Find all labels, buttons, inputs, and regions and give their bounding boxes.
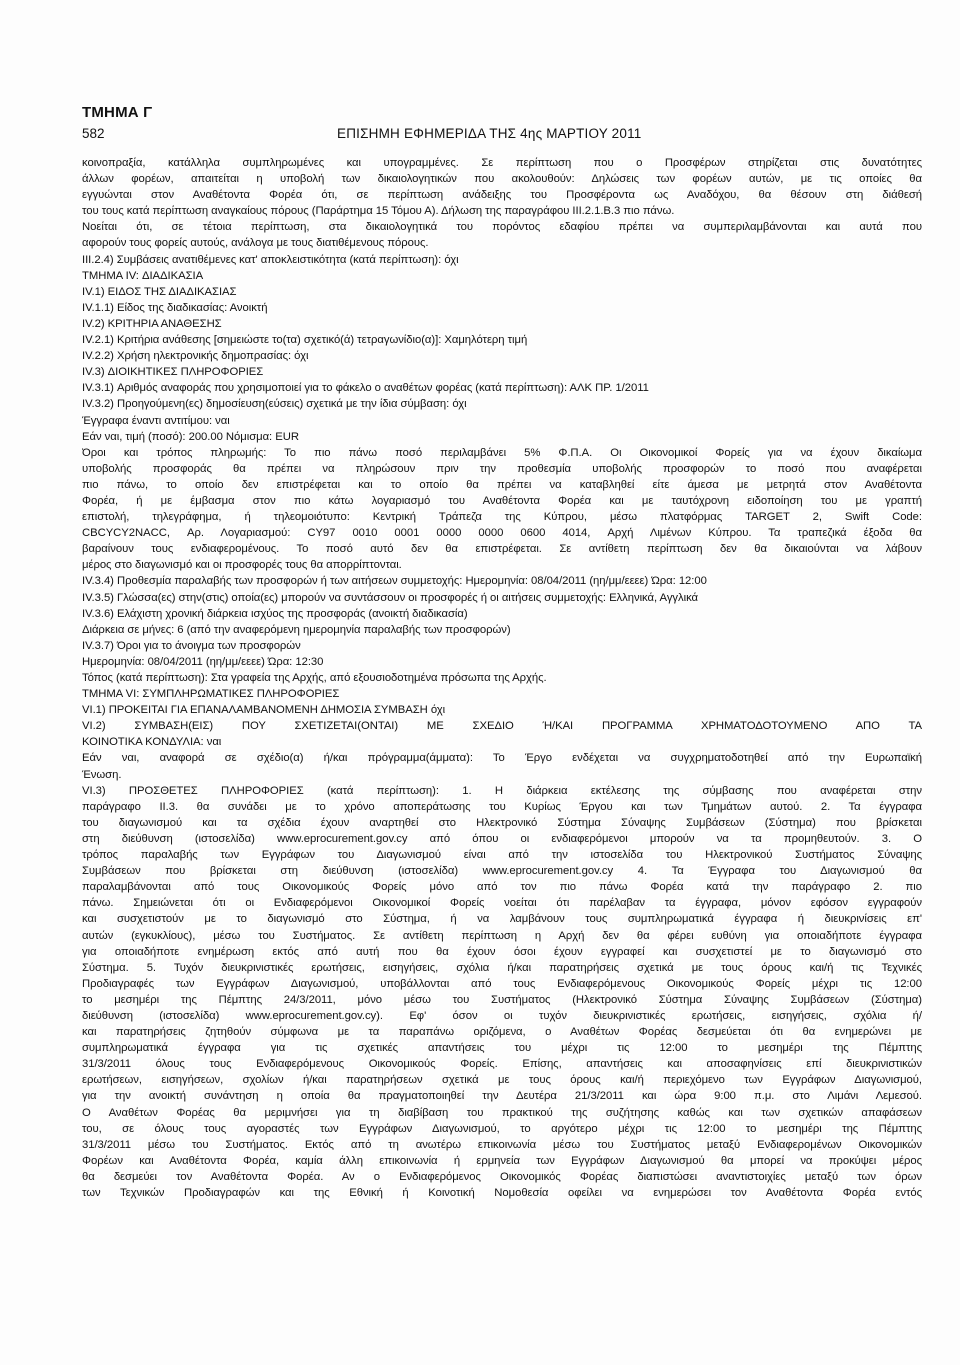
- text-line: CBCYCY2NACC, Αρ. Λογαριασμού: CY97 0010 0001 0000 0000 0600 4014, Αρχή Λιμένων Κύπρου. Τα τραπεζικά έξοδα θα: [82, 527, 922, 540]
- text-line: το μεσημέρι της Πέμπτης 24/3/2011, μόνο μέσω του Συστήματος (Ηλεκτρονικό Σύστημα Σύναψης Συμβάσεων (Σύστημα): [82, 993, 922, 1006]
- text-line: Έγγραφα έναντι αντιτίμου: ναι: [82, 414, 230, 427]
- text-line: αφορούν τους φορείς αυτούς, ανάλογα με τους διατιθέμενους πόρους.: [82, 237, 429, 250]
- text-line: Διάρκεια σε μήνες: 6 (από την αναφερόμενη ημερομηνία παραλαβής των προσφορών): [82, 623, 511, 636]
- text-line: VI.1) ΠΡΟΚΕΙΤΑΙ ΓΙΑ ΕΠΑΝΑΛΑΜΒΑΝΟΜΕΝΗ ΔΗΜΟΣΙΑ ΣΥΜΒΑΣΗ όχι: [82, 704, 446, 717]
- text-line: ΤΜΗΜΑ VI: ΣΥΜΠΛΗΡΩΜΑΤΙΚΕΣ ΠΛΗΡΟΦΟΡΙΕΣ: [82, 688, 340, 701]
- text-line: του διαγωνισμού και τα σχέδια έχουν αναρτηθεί στο Ηλεκτρονικό Σύστημα Σύναψης Συμβάσεων (Σύστημα) που βρίσκεται: [82, 816, 922, 829]
- text-line: πάνω. Σημειώνεται ότι οι Ενδιαφερόμενοι Οικονομικοί Φορείς νοείται ότι παρέλαβαν τα έγγραφα, μόνον εφόσον εγγραφούν: [82, 897, 922, 910]
- text-line: Εάν ναι, τιμή (ποσό): 200.00 Νόμισμα: EUR: [82, 430, 299, 443]
- text-line: IV.2.2) Χρήση ηλεκτρονικής δημοπρασίας: όχι: [82, 350, 309, 363]
- text-line: τρόπος παραλαβής των Εγγράφων του Διαγωνισμού είναι από την ιστοσελίδα του Ηλεκτρονικού Συστήματος Σύναψης: [82, 849, 922, 862]
- text-line: στη διεύθυνση (ιστοσελίδα) www.eprocurement.gov.cy από όπου οι ενδιαφερόμενοι μπορούν να τα προμηθευτούν. 3. Ο: [82, 832, 922, 845]
- text-line: IV.1.1) Είδος της διαδικασίας: Ανοικτή: [82, 301, 268, 314]
- text-line: κοινοπραξία, κατάλληλα συμπληρωμένες και υπογραμμένες. Σε περίπτωση που ο Προσφέρων στηρίζεται στις δυνατότητες: [82, 157, 922, 169]
- text-line: ΤΜΗΜΑ IV: ΔΙΑΔΙΚΑΣΙΑ: [82, 269, 204, 282]
- text-line: υποβολής προσφοράς θα πρέπει να πληρώσουν πριν την προθεσμία υποβολής προσφορών το ποσό που αναφέρεται: [82, 462, 922, 475]
- text-line: IV.3.2) Προηγούμενη(ες) δημοσίευση(εύσεις) σχετικά με την ίδια σύμβαση: όχι: [82, 398, 467, 411]
- text-line: IV.3.5) Γλώσσα(ες) στην(στις) οποία(ες) μπορούν να συντάσσουν οι προσφορές ή οι αιτήσεις συμμετοχής: Ελληνικά, Αγγλικά: [82, 591, 699, 604]
- text-line: θα δεσμεύει τον Αναθέτοντα Φορέα. Αν ο Ενδιαφερόμενος Οικονομικός Φορέας διαπιστώσει αναντιστοιχίες μεταξύ των όρων: [82, 1170, 922, 1183]
- text-line: συμπληρωματικά έγγραφα για τις σχετικές απαντήσεις του μέχρι τις 12:00 το μεσημέρι της Πέμπτης: [82, 1042, 922, 1055]
- text-line: IV.3.1) Αριθμός αναφοράς που χρησιμοποιεί για το φάκελο ο αναθέτων φορέας (κατά περίπτωση): ΑΛΚ ΠΡ. 1/2011: [82, 382, 649, 395]
- text-line: για οποιαδήποτε ενημέρωση εκτός από αυτή που θα έχουν όσοι έχουν εγγραφεί και συσχετιστεί με το διαγωνισμό στο: [82, 945, 922, 958]
- text-line: ΚΟΙΝΟΤΙΚΑ ΚΟΝΔΥΛΙΑ: ναι: [82, 736, 222, 749]
- text-line: του τους κατά περίπτωση αναγκαίους πόρους (Παράρτημα 15 Τόμου Α). Δήλωση της παραγράφου ΙΙΙ.2.1.Β.3 πιο πάνω.: [82, 205, 675, 218]
- journal-title: ΕΠΙΣΗΜΗ ΕΦΗΜΕΡΙΔΑ ΤΗΣ 4ης ΜΑΡΤΙΟΥ 2011: [337, 126, 642, 141]
- text-line: IV.2.1) Κριτήρια ανάθεσης [σημειώστε το(τα) σχετικό(ά) τετραγωνίδιο(α)]: Χαμηλότερη τιμή: [82, 334, 528, 347]
- text-line: άλλων φορέων, απαιτείται η υποβολή των δικαιολογητικών που ακολουθούν: Δηλώσεις των φορέων αυτών, με τις οποίες θα: [82, 173, 922, 186]
- text-line: Φορέων και Αναθέτοντα Φορέα, καμία άλλη επικοινωνία ή ερμηνεία των Εγγράφων Διαγωνισμού θα μπορεί να προκύψει μέρος: [82, 1154, 922, 1167]
- text-line: παραλαμβάνονται από τους Οικονομικούς Φορείς μόνο από τον πιο πάνω Φορέα κατά την παράγραφο 2. πιο: [82, 881, 922, 894]
- text-line: του, σε όλους τους αγοραστές των Εγγράφων Διαγωνισμού, το αργότερο μέχρι τις 12:00 το μεσημέρι της Πέμπτης: [82, 1122, 922, 1135]
- text-line: Συμβάσεων που βρίσκεται στη διεύθυνση (ιστοσελίδα) www.eprocurement.gov.cy 4. Τα Έγγραφα του Διαγωνισμού θα: [82, 865, 922, 878]
- text-line: IV.3.7) Όροι για το άνοιγμα των προσφορών: [82, 639, 301, 652]
- text-line: και παρατηρήσεις ζητηθούν σύμφωνα με τα παραπάνω οριζόμενα, ο Αναθέτων Φορέας δεσμεύεται ότι θα ενημερώνει με: [82, 1026, 922, 1039]
- text-line: Προδιαγραφές των Εγγράφων Διαγωνισμού, υποβάλλονται από τους Ενδιαφερόμενους Οικονομικούς Φορείς μέχρι τις 12:00: [82, 977, 922, 990]
- text-line: αυτών (εγκυκλίους), μέσω του Συστήματος. Σε αντίθετη περίπτωση η Αρχή δεν θα φέρει ευθύνη για οποιαδήποτε έγγραφα: [82, 929, 922, 942]
- text-line: Τόπος (κατά περίπτωση): Στα γραφεία της Αρχής, από εξουσιοδοτημένα πρόσωπα της Αρχής.: [82, 672, 547, 684]
- text-line: Σύστημα. 5. Τυχόν διευκρινιστικές ερωτήσεις, εισηγήσεις, σχόλια ή/και παρατηρήσεις σχετικά με τους όρους και/ή τις Τεχνικές: [82, 961, 922, 974]
- text-line: VI.3) ΠΡΟΣΘΕΤΕΣ ΠΛΗΡΟΦΟΡΙΕΣ (κατά περίπτωση): 1. Η διάρκεια εκτέλεσης της σύμβασης που αναφέρεται στην: [82, 784, 922, 797]
- text-line: IV.2) ΚΡΙΤΗΡΙΑ ΑΝΑΘΕΣΗΣ: [82, 317, 222, 330]
- text-line: διεύθυνση (ιστοσελίδα) www.eprocurement.gov.cy). Εφ' όσον οι τυχόν διευκρινιστικές ερωτήσεις, εισηγήσεις, σχόλια ή/: [82, 1009, 922, 1022]
- text-line: των Τεχνικών Προδιαγραφών και της Εθνική ή Κοινοτική Νομοθεσία οφείλει να ενημερώσει τον Αναθέτοντα Φορέα εντός: [82, 1187, 922, 1199]
- text-line: Ένωση.: [82, 768, 122, 781]
- text-line: μέρος στο διαγωνισμό και οι προσφορές τους θα απορρίπτονται.: [82, 559, 402, 572]
- text-line: Νοείται ότι, σε τέτοια περίπτωση, στα δικαιολογητικά του πορόντος εδαφίου πρέπει να συμπεριλαμβάνονται και αυτά που: [82, 221, 922, 234]
- text-line: IV.3) ΔΙΟΙΚΗΤΙΚΕΣ ΠΛΗΡΟΦΟΡΙΕΣ: [82, 366, 264, 379]
- text-line: Εάν ναι, αναφορά σε σχέδιο(α) ή/και πρόγραμμα(άμματα): Το Έργο ενδέχεται να συγχρηματοδοτηθεί από την Ευρωπαϊκή: [82, 752, 922, 765]
- text-line: VI.2) ΣΥΜΒΑΣΗ(ΕΙΣ) ΠΟΥ ΣΧΕΤΙΖΕΤΑΙ(ΟΝΤΑΙ) ΜΕ ΣΧΕΔΙΟ Ή/ΚΑΙ ΠΡΟΓΡΑΜΜΑ ΧΡΗΜΑΤΟΔΟΤΟΥΜΕΝΟ ΑΠΟ ΤΑ: [82, 720, 922, 733]
- text-line: IV.3.6) Ελάχιστη χρονική διάρκεια ισχύος της προσφοράς (ανοικτή διαδικασία): [82, 607, 468, 620]
- text-line: Όροι και τρόπος πληρωμής: Το πιο πάνω ποσό περιλαμβάνει 5% Φ.Π.Α. Οι Οικονομικοί Φορείς για να έχουν δικαίωμα: [82, 446, 922, 459]
- text-line: Ο Αναθέτων Φορέας θα μεριμνήσει για τη διαβίβαση του πρακτικού της συζήτησης καθώς και των σχετικών απαφάσεων: [82, 1106, 922, 1119]
- text-line: πιο πάνω, το οποίο δεν επιστρέφεται και το οποίο θα πρέπει να καταβληθεί είτε άμεσα με μετρητά στον Αναθέτοντα: [82, 478, 922, 491]
- text-line: 31/3/2011 όλους τους Ενδιαφερόμενους Οικονομικούς Φορείς. Επίσης, απαντήσεις και αποσαφηνίσεις επί διευκρινιστικών: [82, 1058, 922, 1071]
- text-line: IV.3.4) Προθεσμία παραλαβής των προσφορών ή των αιτήσεων συμμετοχής: Ημερομηνία: 08/04/2011 (ηη/μμ/εεεε) Ώρα: 12:00: [82, 575, 707, 588]
- text-line: εγγυώνται στον Αναθέτοντα Φορέα ότι, σε περίπτωση ανάδειξης του Προσφέροντα ως Αναδόχου, θα θέσουν στη διάθεσή: [82, 189, 922, 202]
- text-line: IV.1) ΕΙΔΟΣ ΤΗΣ ΔΙΑΔΙΚΑΣΙΑΣ: [82, 285, 237, 298]
- text-line: 31/3/2011 μέσω του Συστήματος. Εκτός από τη ανωτέρω επικοινωνία μέσω του Συστήματος μεταξύ Ενδιαφερομένων Οικονομικών: [82, 1138, 922, 1151]
- page-number: 582: [82, 126, 105, 141]
- text-line: και συσχετιστούν με το διαγωνισμό στο Σύστημα, ή να λαμβάνουν τους συμπληρωματικά έγγραφα ή διευκρινίσεις επ': [82, 913, 922, 926]
- text-line: ΙΙΙ.2.4) Συμβάσεις ανατιθέμενες κατ' αποκλειστικότητα (κατά περίπτωση): όχι: [82, 253, 459, 266]
- text-line: για την ανοικτή συνάντηση η οποία θα πραγματοποιηθεί την Δευτέρα 21/3/2011 και ώρα 9:00 π.μ. στο Λιμάνι Λεμεσού.: [82, 1090, 922, 1103]
- text-line: επιστολή, τηλεγράφημα, ή τηλεομοιότυπο: Κεντρική Τράπεζα της Κύπρου, μέσω πλατφόρμας TARGET 2, Swift Code:: [82, 511, 922, 524]
- section-label: ΤΜΗΜΑ Γ: [82, 104, 153, 121]
- text-line: Φορέα, ή με έμβασμα στον πιο κάτω λογαριασμό του Αναθέτοντα Φορέα και με ταυτόχρονη ειδοποίηση του με γραπτή: [82, 494, 922, 507]
- document-body: [82, 155, 922, 1201]
- text-line: ερωτήσεων, εισηγήσεων, σχολίων ή/και παρατηρήσεων σχετικά με τους όρους και/ή περιεχόμενο των Εγγράφων Διαγωνισμού,: [82, 1074, 922, 1087]
- text-line: παράγραφο ΙΙ.3. θα συνάδει με το χρόνο αποπεράτωσης του Κυρίως Έργου και των Τμημάτων αυτού. 2. Τα έγγραφα: [82, 800, 922, 813]
- text-line: βαραίνουν τους ενδιαφερομένους. Το ποσό αυτό δεν θα επιστρέφεται. Σε αντίθετη περίπτωση δεν θα δικαιούνται να λάβουν: [82, 543, 922, 556]
- text-line: Ημερομηνία: 08/04/2011 (ηη/μμ/εεεε) Ώρα: 12:30: [82, 655, 324, 668]
